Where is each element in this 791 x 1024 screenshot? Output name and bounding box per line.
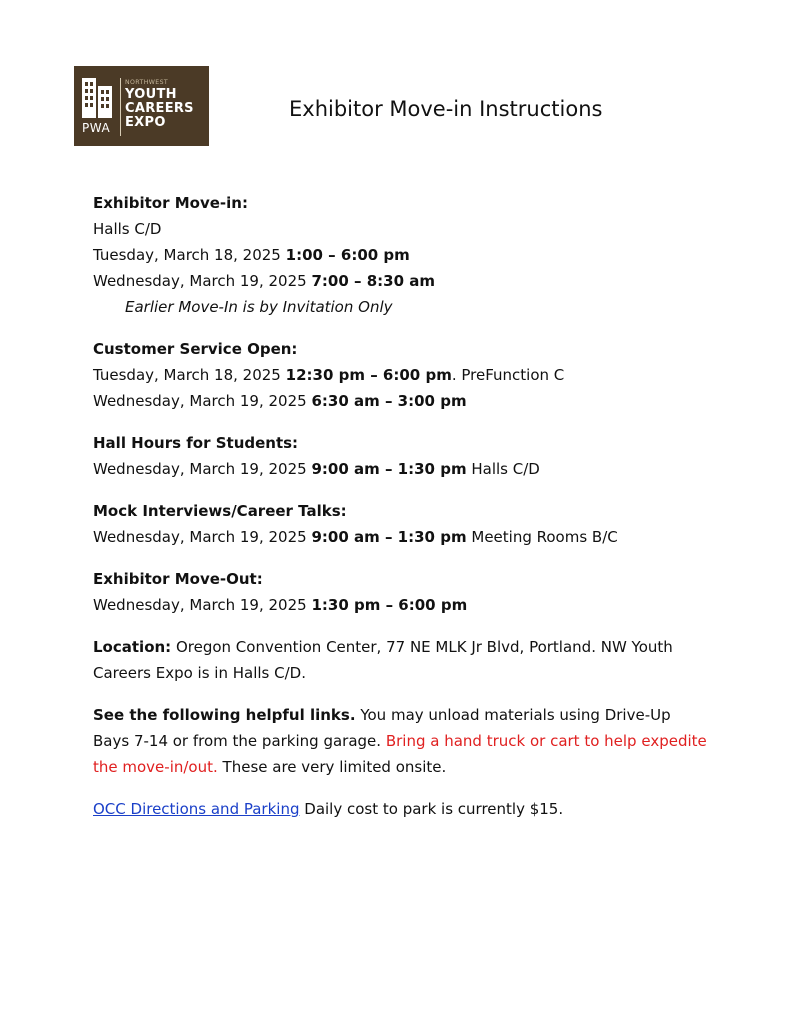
move-out-heading: Exhibitor Move-Out:: [93, 570, 263, 588]
hall-hours-date: Wednesday, March 19, 2025: [93, 460, 307, 478]
logo-divider: [120, 78, 121, 136]
instructions-body: [93, 190, 708, 838]
location-text: Oregon Convention Center, 77 NE MLK Jr Blvd, Portland. NW Youth Careers Expo is in Halls C/D.: [93, 638, 673, 682]
mock-interviews-line: [93, 524, 708, 550]
hall-hours-heading: Hall Hours for Students:: [93, 434, 299, 452]
logo-line-1: YOUTH: [125, 87, 177, 102]
customer-service-day2-time: 6:30 am – 3:00 pm: [311, 392, 467, 410]
hall-hours-time: 9:00 am – 1:30 pm: [311, 460, 467, 478]
occ-section: [93, 796, 708, 822]
customer-service-day1-time: 12:30 pm – 6:00 pm: [285, 366, 452, 384]
mock-interviews-section: [93, 498, 708, 550]
hall-hours-location: Halls C/D: [471, 460, 540, 478]
move-in-halls: Halls C/D: [93, 220, 162, 238]
occ-directions-link[interactable]: OCC Directions and Parking: [93, 800, 300, 818]
move-out-time: 1:30 pm – 6:00 pm: [311, 596, 468, 614]
parking-cost-text: Daily cost to park is currently $15.: [304, 800, 564, 818]
move-in-day2: [93, 268, 708, 294]
move-in-day2-time: 7:00 – 8:30 am: [311, 272, 435, 290]
logo-line-3: EXPO: [125, 115, 166, 130]
logo-small-text: NORTHWEST: [125, 79, 169, 86]
mock-interviews-time: 9:00 am – 1:30 pm: [311, 528, 467, 546]
customer-service-day2-date: Wednesday, March 19, 2025: [93, 392, 307, 410]
move-in-day1-date: Tuesday, March 18, 2025: [93, 246, 281, 264]
hall-hours-section: [93, 430, 708, 482]
move-in-heading: Exhibitor Move-in:: [93, 194, 248, 212]
logo-monogram: PWA: [82, 121, 111, 135]
mock-interviews-date: Wednesday, March 19, 2025: [93, 528, 307, 546]
location-section: [93, 634, 708, 686]
customer-service-day1-location: . PreFunction C: [451, 366, 565, 384]
move-in-note: Earlier Move-In is by Invitation Only: [125, 298, 393, 316]
hand-truck-notice: Bring a hand truck or cart to help expedite the move-in/out.: [93, 732, 707, 776]
customer-service-day1: [93, 362, 708, 388]
move-in-day1-time: 1:00 – 6:00 pm: [285, 246, 410, 264]
customer-service-day1-date: Tuesday, March 18, 2025: [93, 366, 281, 384]
mock-interviews-heading: Mock Interviews/Career Talks:: [93, 502, 347, 520]
building-icon: [80, 76, 116, 118]
location-label: Location:: [93, 638, 172, 656]
helpful-links-tail: These are very limited onsite.: [222, 758, 447, 776]
move-out-line: [93, 592, 708, 618]
mock-interviews-location: Meeting Rooms B/C: [471, 528, 618, 546]
helpful-links-section: [93, 702, 708, 780]
customer-service-day2: [93, 388, 708, 414]
move-in-section: [93, 190, 708, 320]
expo-logo: [74, 66, 209, 146]
helpful-links-text: You may unload materials using Drive-Up Bays 7-14 or from the parking garage.: [93, 706, 671, 750]
move-in-day1: [93, 242, 708, 268]
helpful-links-lead: See the following helpful links.: [93, 706, 356, 724]
hall-hours-line: [93, 456, 708, 482]
logo-line-2: CAREERS: [125, 101, 194, 116]
page-title: Exhibitor Move-in Instructions: [289, 97, 603, 121]
move-in-day2-date: Wednesday, March 19, 2025: [93, 272, 307, 290]
customer-service-section: [93, 336, 708, 414]
move-out-date: Wednesday, March 19, 2025: [93, 596, 307, 614]
customer-service-heading: Customer Service Open:: [93, 340, 298, 358]
move-out-section: [93, 566, 708, 618]
